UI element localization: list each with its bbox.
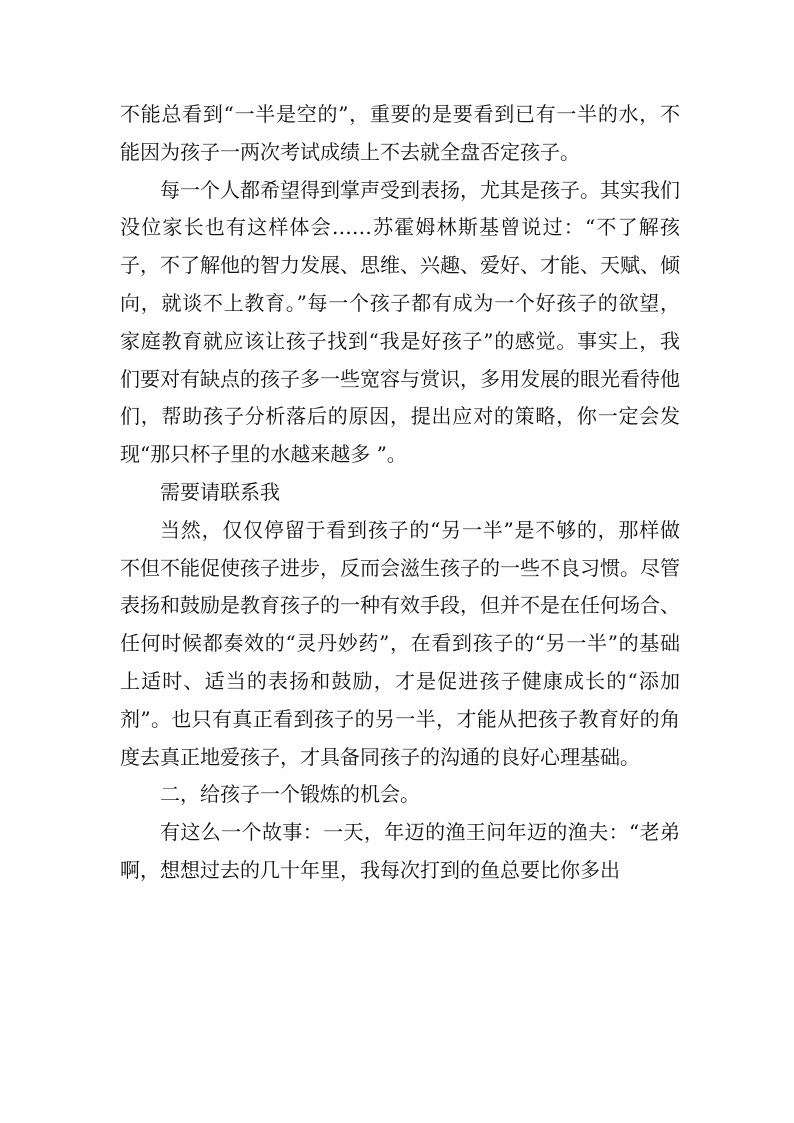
paragraph-1: 不能总看到“一半是空的”，重要的是要看到已有一半的水，不能因为孩子一两次考试成绩上不去就全盘否定孩子。 — [120, 102, 680, 164]
paragraph-3: 需要请联系我 — [160, 479, 280, 504]
paragraph-2: 每一个人都希望得到掌声受到表扬，尤其是孩子。其实我们没位家长也有这样体会……苏霍姆林斯基曾说过：“不了解孩子，不了解他的智力发展、思维、兴趣、爱好、才能、天赋、倾向，就谈不上教育。”每一个孩子都有成为一个好孩子的欲望，家庭教育就应该让孩子找到“我是好孩子”的感觉。事实上，我们要对有缺点的孩子多一些宽容与赏识，多用发展的眼光看待他们，帮助孩子分析落后的原因，提出应对的策略，你一定会发现“那只杯子里的水越来越多 ”。 — [120, 177, 680, 467]
paragraph-6: 有这么一个故事：一天，年迈的渔王问年迈的渔夫：“老弟啊，想想过去的几十年里，我每次打到的鱼总要比你多出 — [120, 820, 680, 882]
paragraph-5: 二，给孩子一个锻炼的机会。 — [160, 782, 420, 807]
document-page — [120, 96, 680, 890]
paragraph-4: 当然，仅仅停留于看到孩子的“另一半”是不够的，那样做不但不能促使孩子进步，反而会滋生孩子的一些不良习惯。尽管表扬和鼓励是教育孩子的一种有效手段，但并不是在任何场合、任何时候都奏效的“灵丹妙药”，在看到孩子的“另一半”的基础上适时、适当的表扬和鼓励，才是促进孩子健康成长的“添加剂”。也只有真正看到孩子的另一半，才能从把孩子教育好的角度去真正地爱孩子，才具备同孩子的沟通的良好心理基础。 — [120, 517, 680, 769]
